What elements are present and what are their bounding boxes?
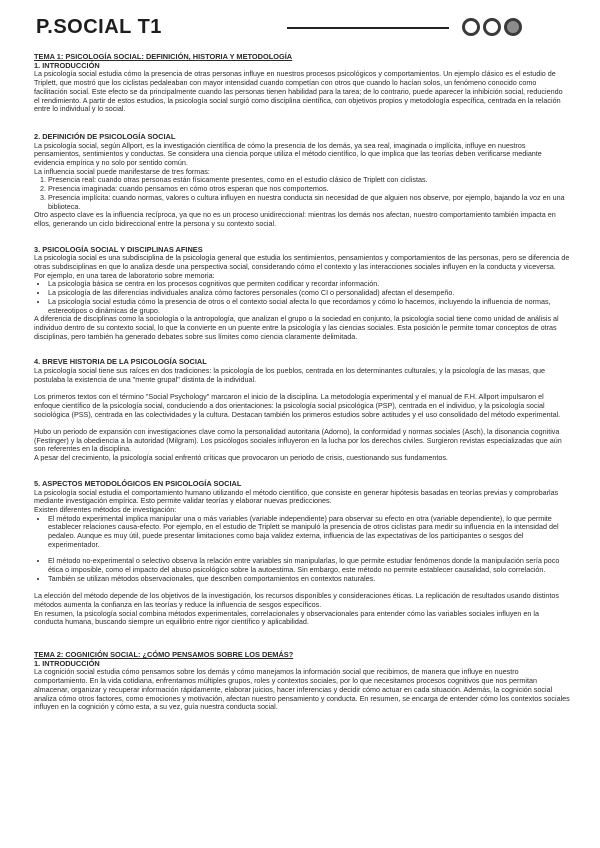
list-item: 2. Presencia imaginada: cuando pensamos en cómo otros esperan que nos comportemos. [48, 185, 570, 194]
theme-title: TEMA 1: PSICOLOGÍA SOCIAL: DEFINICIÓN, HISTORIA Y METODOLOGÍA [34, 52, 293, 61]
tema1-section-1 [34, 53, 570, 114]
paragraph: La psicología social tiene sus raíces en dos tradiciones: la psicología de los pueblos, centrada en los determinantes culturales, y la psicología de las masas, que postulaba la existencia de una "mente grupal" distinta de la individual. [34, 366, 546, 384]
paragraph: Existen diferentes métodos de investigación: [34, 504, 177, 514]
list-item: • También se utilizan métodos observacionales, que describen comportamientos en contextos naturales. [48, 575, 570, 584]
tema1-section-3 [34, 246, 570, 342]
tema1-section-4 [34, 358, 570, 462]
bullet-list [34, 515, 570, 584]
list-item: 3. Presencia implícita: cuando normas, valores o cultura influyen en nuestra conducta sin necesidad de que alguien nos observe, por ejemplo, bajando la voz en una biblioteca. [48, 194, 570, 211]
paragraph: La elección del método depende de los objetivos de la investigación, los recursos disponibles y consideraciones éticas. La replicación de resultados usando distintos métodos aumenta la confianza en las teorías y reduce la influencia de sesgos específicos. [34, 591, 560, 609]
tema2-section-1 [34, 651, 570, 712]
section-title: 1. INTRODUCCIÓN [34, 60, 100, 70]
list-item: • La psicología social estudia cómo la presencia de otros o el contexto social afecta lo que recordamos y cómo lo hacemos, incluyendo la influencia de normas, estereotipos o dinámicas de grupo. [48, 298, 570, 315]
theme-title: TEMA 2: COGNICIÓN SOCIAL: ¿CÓMO PENSAMOS SOBRE LOS DEMÁS? [34, 650, 294, 660]
section-title: 3. PSICOLOGÍA SOCIAL Y DISCIPLINAS AFINES [34, 244, 203, 254]
paragraph: Hubo un periodo de expansión con investigaciones clave como la personalidad autoritaria (Adorno), la conformidad y normas sociales (Asch), la disonancia cognitiva (Festinger) y la obediencia a la autoridad (Milgram). Los psicólogos sociales influyeron en la lucha por los derechos civiles. Surgieron revistas especializadas que aún son referentes en la disciplina. [34, 426, 562, 454]
circle-icon [462, 18, 480, 36]
paragraph: Por ejemplo, en una tarea de laboratorio sobre memoria: [34, 270, 215, 280]
paragraph: La psicología social estudia el comportamiento humano utilizando el método científico, que consiste en generar hipótesis basadas en teorías previas y comprobarlas mediante investigación empírica. Esto permite validar teorías y elaborar nuevas predicciones. [34, 487, 559, 506]
paragraph: A diferencia de disciplinas como la sociología o la antropología, que analizan el grupo o la sociedad en conjunto, la psicología social tiene como unidad de análisis al individuo dentro de su contexto social, lo que la convierte en un puente entre la psicología y las ciencias sociales. Esta posición le permite tomar conceptos de otras disciplinas, pero también ha generado debates sobre sus límites como ciencia claramente delimitada. [34, 314, 559, 341]
bullet-list [34, 280, 570, 315]
paragraph: La cognición social estudia cómo pensamos sobre los demás y cómo manejamos la información social que recibimos, de manera que influye en nuestro comportamiento. En la vida cotidiana, enfrentamos múltiples grupos, roles y contextos sociales, por lo que necesitamos procesos cognitivos que nos permitan almacenar, organizar y recuperar información rápidamente, elaborar juicios, hacer inferencias y decidir cómo actuar en cada situación. Además, la cognición social analiza cómo otros factores, como emociones y motivación, afectan nuestro pensamiento y conducta. En resumen, se encarga de entender cómo los contextos sociales influyen en la cognición y cómo esta, a su vez, guía nuestra conducta social. [34, 667, 570, 712]
document-body [34, 53, 570, 712]
paragraph: Los primeros textos con el término "Social Psychology" marcaron el inicio de la disciplina. La metodología experimental y el manual de F.H. Allport impulsaron el enfoque científico de la psicología social, conduciendo a dos orientaciones: la psicología social psicológica (PSP), centrada en el individuo, y la psicología social sociológica (PSS), centrada en las colectividades y la cultura. Destacan también los primeros estudios sobre actitudes y el uso consolidado del método experimental. [34, 392, 561, 419]
paragraph: Otro aspecto clave es la influencia recíproca, ya que no es un proceso unidireccional: mientras los demás nos afectan, nuestro comportamiento también impacta en ellos, generando un ciclo bidireccional entre la persona y su contexto social. [34, 210, 556, 228]
page-title: P.SOCIAL T1 [36, 16, 162, 38]
list-item: • La psicología de las diferencias individuales analiza cómo factores personales (como CI o personalidad) afectan el desempeño. [48, 289, 570, 298]
paragraph: La influencia social puede manifestarse de tres formas: [34, 166, 210, 176]
paragraph: La psicología social, según Allport, es la investigación científica de cómo la presencia de los demás, ya sea real, imaginada o implícita, influye en nuestros pensamientos, sentimientos y conductas. Se considera una ciencia porque utiliza el método científico, lo que implica que las teorías deben verificarse mediante evidencia empírica y no solo por sentido común. [34, 140, 542, 168]
section-title: 1. INTRODUCCIÓN [34, 658, 100, 668]
paragraph: La psicología social estudia cómo la presencia de otras personas influye en nuestros procesos psicológicos y comportamientos. Un ejemplo clásico es el estudio de Triplett, que mostró que los ciclistas pedaleaban con mayor intensidad cuando competían con otros que cuando lo hacían solos, un fenómeno conocido como facilitación social. Este efecto se da principalmente cuando las personas tienen habilidad para la tarea; de lo contrario, puede aparecer la inhibición social, reduciendo el rendimiento. A partir de estos estudios, la psicología social surgió como disciplina científica, con objetivos propios y metodología específica, centrada en la relación entre lo individual y lo social. [34, 69, 563, 114]
tema1-section-2 [34, 133, 570, 229]
list-item: 1. Presencia real: cuando otras personas están físicamente presentes, como en el estudio clásico de Triplett con ciclistas. [48, 176, 570, 185]
numbered-list [34, 176, 570, 211]
filled-circle-icon [504, 18, 522, 36]
paragraph: A pesar del crecimiento, la psicología social enfrentó críticas que provocaron un periodo de crisis, cuestionando sus fundamentos. [34, 453, 448, 463]
list-item: • La psicología básica se centra en los procesos cognitivos que permiten codificar y recordar información. [48, 280, 570, 289]
paragraph: La psicología social es una subdisciplina de la psicología general que estudia los sentimientos, pensamientos y comportamientos de las personas, pero se diferencia de otras subdisciplinas en que lo analiza desde una perspectiva social, considerando cómo el contexto y las interacciones sociales influyen en la conducta y viceversa. [34, 253, 570, 272]
header-decoration [462, 18, 522, 38]
list-item: • El método no-experimental o selectivo observa la relación entre variables sin manipularlas, lo que permite estudiar fenómenos donde la manipulación sería poco ética o imposible, como el impacto del abuso psicológico sobre la autoestima. Sin embargo, este método no permite establecer causalidad, solo correlación. [48, 557, 570, 574]
list-item: • El método experimental implica manipular una o más variables (variable independiente) para observar su efecto en otra (variable dependiente), lo que permite establecer relaciones causa-efecto. Por ejemplo, en el estudio de Triplett se manipuló la presencia de otros ciclistas para medir su influencia en la intensidad del pedaleo. Aunque es muy útil, puede presentar limitaciones como baja validez externa, influencia de las expectativas de los participantes o sesgos del experimentador. [48, 515, 570, 550]
paragraph: En resumen, la psicología social combina métodos experimentales, correlacionales y observacionales para entender cómo las variables sociales influyen en la conducta humana, buscando siempre un equilibrio entre rigor científico y aplicabilidad. [34, 608, 539, 627]
tema1-section-5 [34, 480, 570, 627]
section-title: 5. ASPECTOS METODOLÓGICOS EN PSICOLOGÍA SOCIAL [34, 478, 242, 488]
page-header [0, 0, 600, 50]
section-title: 4. BREVE HISTORIA DE LA PSICOLOGÍA SOCIAL [34, 357, 207, 367]
circle-icon [483, 18, 501, 36]
header-rule [287, 27, 449, 29]
section-title: 2. DEFINICIÓN DE PSICOLOGÍA SOCIAL [34, 131, 176, 141]
